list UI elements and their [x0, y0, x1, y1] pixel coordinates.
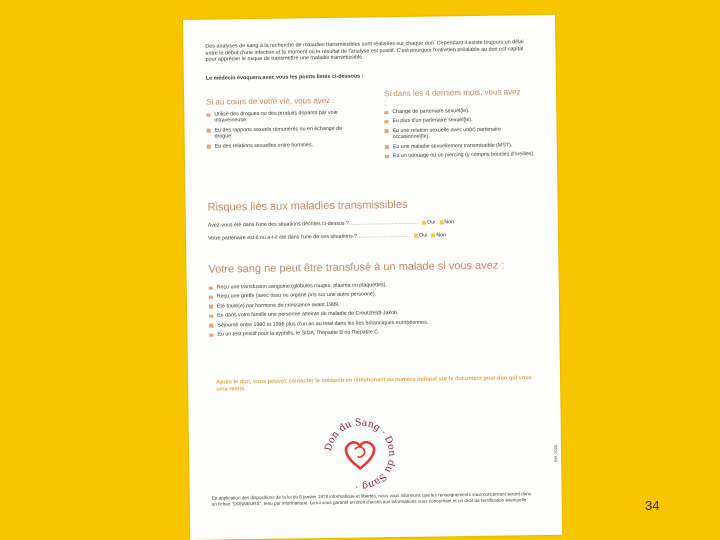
left-column-header: Si au cours de votre vie, vous avez : [206, 95, 335, 107]
question-row [208, 231, 538, 242]
list-item: Eu une relation sexuelle avec un(e) partenaire occasionnel(le). [385, 126, 535, 141]
slide-page-number: 34 [645, 498, 660, 513]
oui-label: Oui [419, 232, 428, 239]
question-text: Votre partenaire est-il ou a-t-il été dans l'une de ces situations ? [208, 233, 358, 242]
side-reference-code: Réf. 2005 [552, 444, 559, 463]
oui-checkbox[interactable] [422, 220, 426, 224]
list-item: Eu un tatouage ou un piercing (y compris boucles d'oreilles). [385, 151, 535, 159]
intro-paragraph: Des analyses de sang à la recherche de maladies transmissibles sont réalisées sur chaque don. Cependant il existe toujours un délai entre le début d'une infection et le moment où le résultat de l'analyse est positif. C'est pourquoi l'entretien préalable au don est capital pour apprécier le risque de transmettre une maladie transmissible. [205, 39, 524, 63]
oui-checkbox[interactable] [414, 233, 418, 237]
post-donation-notice: Après le don, vous pouvez contacter le médecin en téléphonant au numéro indiqué sur le document post-don qui vous sera remis. [216, 375, 532, 393]
risk-section-header: Risques liés aux maladies transmissibles [207, 198, 408, 214]
left-criteria-list [206, 110, 357, 153]
document-sheet [183, 15, 562, 540]
question-row [208, 218, 538, 229]
non-label: Non [436, 232, 447, 239]
list-item: Eu dans votre famille une personne atteinte de maladie de Creutzfeldt-Jakob. [209, 308, 529, 319]
transfusion-section-header: Votre sang ne peut être transfusé à un malade si vous avez : [208, 259, 505, 276]
don-du-sang-logo [316, 411, 403, 498]
transfusion-criteria-list [209, 280, 530, 341]
list-item: Eu plus d'un partenaire sexuel(le). [384, 117, 534, 125]
list-item: Eu un test positif pour la syphilis, le SIDA, l'hépatite B ou l'hépatite C. [209, 327, 529, 338]
svg-text:Don du Sang · Don du Sang · [323, 417, 398, 493]
right-criteria-list [384, 107, 535, 163]
non-label: Non [444, 219, 455, 226]
oui-label: Oui [427, 219, 436, 226]
right-column-header: Si dans les 4 derniers mois, vous avez : [383, 87, 521, 108]
non-checkbox[interactable] [439, 220, 443, 224]
list-item: Changé de partenaire sexuel(le). [384, 107, 534, 115]
list-item: Reçu une greffe (avec tissu ou organe pris sur une autre personne). [209, 290, 529, 301]
list-item: Eu des rapports sexuels rémunérés ou en échange de drogue. [207, 125, 357, 140]
list-item: Eu des relations sexuelles entre hommes. [207, 141, 357, 149]
list-item: Été traité(e) par hormone de croissance avant 1989. [209, 299, 529, 310]
logo-ring-text: Don du Sang · Don du Sang · [323, 417, 398, 492]
intro-bold-line: Le médecin évoquera avec vous les points listés ci-dessous : [205, 73, 364, 82]
legal-footer: En application des dispositions de la loi du 6 janvier 1978 informatique et libertés, nous vous informons que les renseignements vous concernant seront dans un fichier "DONNEURS", tenu par informatique. La loi vous garantit un droit d'accès aux informations vous concernant et un droit de rectification éventuelle. [211, 491, 532, 507]
dotted-leader: ............................................... [348, 219, 419, 227]
list-item: Utilisé des drogues ou des produits dopants par voie intraveineuse. [206, 110, 356, 125]
list-item: Reçu une transfusion sanguine (globules rouges, plasma ou plaquettes). [209, 280, 529, 291]
dotted-leader: .................................... [357, 232, 411, 240]
question-text: Avez-vous été dans l'une des situations décrites ci-dessus ? [207, 220, 349, 229]
heart-icon [346, 442, 374, 468]
list-item: Eu une maladie sexuellement transmissible (MST). [385, 142, 535, 150]
non-checkbox[interactable] [431, 233, 435, 237]
list-item: Séjourné entre 1980 et 1996 plus d'un an au total dans les îles britanniques européennes. [209, 318, 529, 329]
